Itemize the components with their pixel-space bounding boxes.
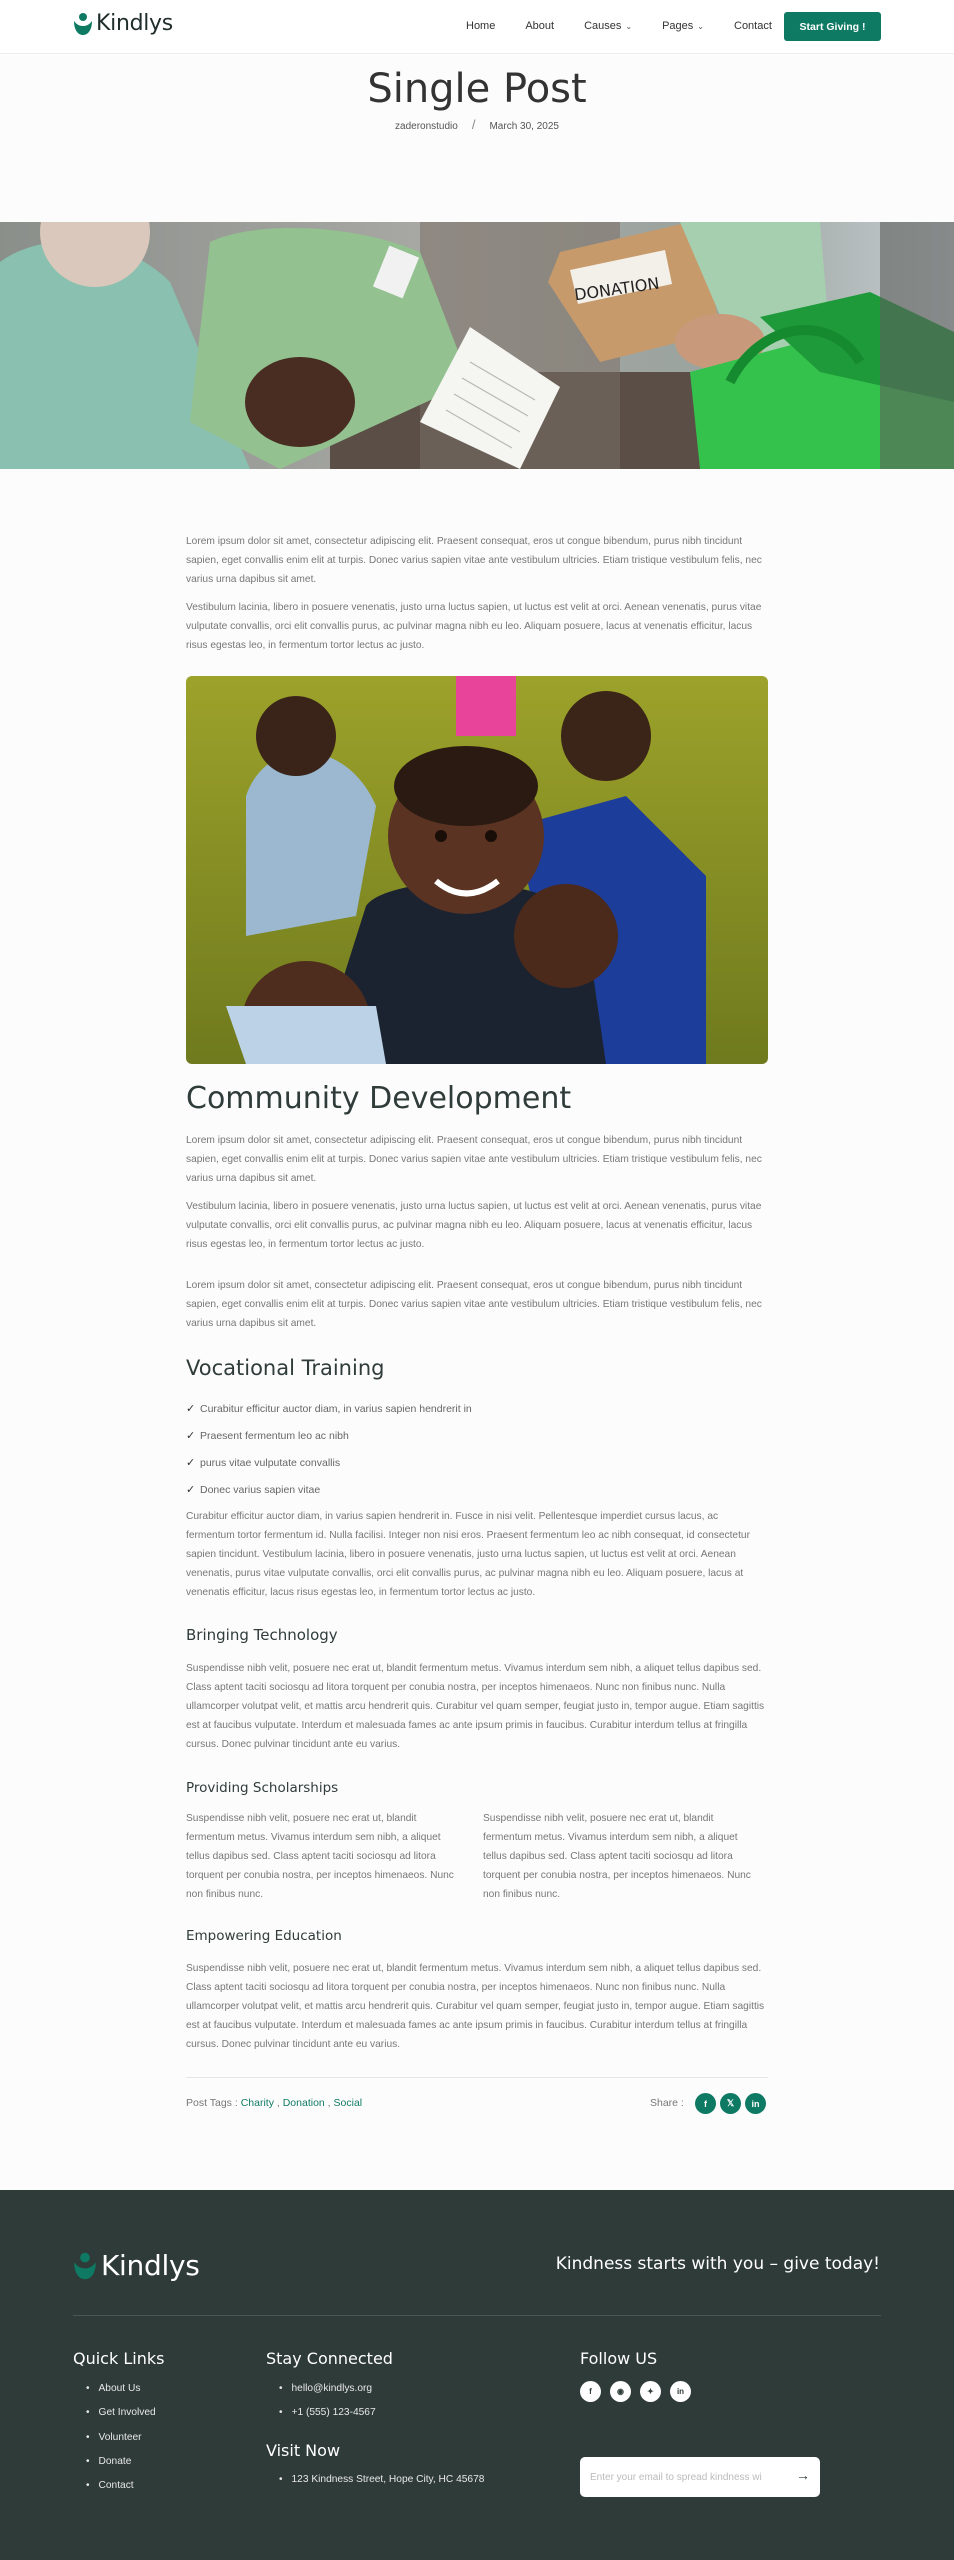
donation-scene-illustration (0, 222, 954, 469)
technology-paragraph: Suspendisse nibh velit, posuere nec erat ut, blandit fermentum metus. Vivamus interdum sem nibh, a aliquet tellus dapibus sed. Class aptent taciti sociosqu ad litora torquent per conubia nostra, per inceptos himenaeos. Nunc non finibus nunc. Nulla ullamcorper volutpat velit, et mattis arcu hendrerit quis. Curabitur vel quam semper, feugiat justo in, tempor augue. Etiam sagittis est at faucibus vulputate. Interdum et malesuada fames ac ante ipsum primis in faucibus. Curabitur interdum tellus at fringilla cursus. Donec pulvinar tincidunt ante eu varius. (186, 1663, 765, 1750)
footer-link-contact[interactable]: • Contact (86, 2480, 156, 2504)
section-title-community: Community Development (186, 1081, 572, 1116)
community-paragraph-2: Vestibulum lacinia, libero in posuere venenatis, justo urna luctus sapien, ut luctus est velit at orci. Aenean venenatis, purus vitae vulputate convallis, orci elit convallis purus, ac pulvinar magna nibh eu leo. Aliquam posuere, lacus at venenatis efficitur, lacus risus egestas leo, in fermentum tortor lectus ac justo. (186, 1201, 762, 1250)
share-icons (695, 2093, 766, 2114)
meta-separator: / (471, 117, 476, 132)
share-label: Share : (650, 2097, 684, 2109)
footer-link-donate[interactable]: • Donate (86, 2456, 156, 2480)
nav-home[interactable] (466, 20, 495, 32)
visit-now-heading: Visit Now (266, 2441, 341, 2460)
follow-us-heading: Follow US (580, 2349, 658, 2368)
main-nav (466, 20, 802, 32)
scholarships-column-2: Suspendisse nibh velit, posuere nec erat ut, blandit fermentum metus. Vivamus interdum sem nibh, a aliquet tellus dapibus sed. Class aptent taciti sociosqu ad litora torquent per conubia nostra, per inceptos himenaeos. Nunc non finibus nunc. (483, 1813, 751, 1900)
footer-tagline: Kindness starts with you – give today! (555, 2254, 880, 2274)
section-title-technology: Bringing Technology (186, 1626, 338, 1644)
tag-charity[interactable]: Charity (240, 2097, 274, 2109)
footer-link-volunteer[interactable]: • Volunteer (86, 2432, 156, 2456)
tags-divider (186, 2077, 768, 2078)
section-title-vocational: Vocational Training (186, 1356, 385, 1380)
footer-phone[interactable]: • +1 (555) 123-4567 (279, 2407, 376, 2431)
check-icon: ✓ (186, 1457, 196, 1469)
list-item-text: Curabitur efficitur auctor diam, in varius sapien hendrerit in (200, 1402, 472, 1415)
linkedin-icon[interactable]: in (670, 2381, 691, 2402)
footer-divider (73, 2315, 881, 2316)
quick-links-list (86, 2383, 156, 2504)
vocational-checklist (186, 1395, 472, 1503)
community-paragraph-1: Lorem ipsum dolor sit amet, consectetur adipiscing elit. Praesent consequat, eros ut congue bibendum, purus nibh tincidunt sapien, eget convallis enim elit at turpis. Donec varius sapien vitae ante vestibulum ultricies. Etiam tristique vestibulum felis, nec varius urna dapibus sit amet. (186, 1135, 762, 1184)
post-tags-label: Post Tags : (186, 2097, 238, 2109)
hand-heart-icon (73, 12, 93, 36)
list-item (186, 1449, 472, 1476)
vocational-paragraph: Curabitur efficitur auctor diam, in varius sapien hendrerit in. Fusce in nisi velit. Pellentesque imperdiet cursus lacus, ac fermentum tortor fermentum id. Nulla facilisi. Integer non nisi eros. Praesent fermentum leo ac nibh consequat, id consectetur sapien tincidunt. Vestibulum lacinia, libero in posuere venenatis, justo urna luctus sapien, ut luctus est velit at orci. Aenean venenatis, purus vitae vulputate convallis, orci elit convallis purus, ac pulvinar magna nibh eu leo. Aliquam posuere, lacus at venenatis efficitur, lacus risus egestas leo, in fermentum tortor lectus ac justo. (186, 1511, 750, 1598)
section-title-scholarships: Providing Scholarships (186, 1780, 339, 1796)
list-item (186, 1395, 472, 1422)
nav-about[interactable] (525, 20, 554, 32)
check-icon: ✓ (186, 1403, 196, 1415)
footer-link-about[interactable]: • About Us (86, 2383, 156, 2407)
hand-heart-icon (73, 2251, 97, 2281)
children-illustration (186, 676, 768, 1064)
svg-text:DONATION: DONATION (573, 273, 661, 305)
list-item-text: purus vitae vulputate convallis (200, 1456, 341, 1469)
site-footer (0, 2190, 954, 2560)
nav-pages-label: Pages (662, 20, 694, 32)
post-meta (0, 117, 954, 132)
nav-contact-label: Contact (734, 20, 772, 32)
check-icon: ✓ (186, 1430, 196, 1442)
hero-image (0, 222, 954, 469)
footer-link-get-involved[interactable]: • Get Involved (86, 2407, 156, 2431)
facebook-icon[interactable]: f (695, 2093, 716, 2114)
contact-list (279, 2383, 376, 2432)
intro-paragraph-1: Lorem ipsum dolor sit amet, consectetur adipiscing elit. Praesent consequat, eros ut congue bibendum, purus nibh tincidunt sapien, eget convallis enim elit at turpis. Donec varius sapien vitae ante vestibulum ultricies. Etiam tristique vestibulum felis, nec varius urna dapibus sit amet. (186, 536, 762, 585)
chevron-down-icon: ⌄ (697, 21, 704, 31)
start-giving-button[interactable]: Start Giving ! (784, 12, 881, 41)
check-icon: ✓ (186, 1484, 196, 1496)
twitter-icon[interactable]: ✦ (640, 2381, 661, 2402)
scholarships-column-1: Suspendisse nibh velit, posuere nec erat ut, blandit fermentum metus. Vivamus interdum sem nibh, a aliquet tellus dapibus sed. Class aptent taciti sociosqu ad litora torquent per conubia nostra, per inceptos himenaeos. Nunc non finibus nunc. (186, 1813, 454, 1900)
site-header (0, 0, 954, 54)
list-item-text: Praesent fermentum leo ac nibh (200, 1429, 349, 1442)
post-tags: Post Tags : Charity , Donation , Social (186, 2097, 363, 2109)
logo[interactable] (73, 11, 173, 36)
children-photo (186, 676, 768, 1064)
footer-logo-text: Kindlys (101, 2249, 200, 2282)
intro-paragraph-2: Vestibulum lacinia, libero in posuere venenatis, justo urna luctus sapien, ut luctus est velit at orci. Aenean venenatis, purus vitae vulputate convallis, orci elit convallis purus, ac pulvinar magna nibh eu leo. Aliquam posuere, lacus at venenatis efficitur, lacus risus egestas leo, in fermentum tortor lectus ac justo. (186, 602, 762, 651)
footer-social-icons (580, 2381, 691, 2402)
nav-contact[interactable] (734, 20, 772, 32)
quick-links-heading: Quick Links (73, 2349, 165, 2368)
arrow-right-icon[interactable]: → (796, 2467, 810, 2483)
nav-pages[interactable] (662, 20, 704, 32)
linkedin-icon[interactable]: in (745, 2093, 766, 2114)
list-item-text: Donec varius sapien vitae (200, 1483, 321, 1496)
nav-about-label: About (525, 20, 555, 32)
post-author[interactable]: zaderonstudio (395, 121, 458, 132)
tag-donation[interactable]: Donation (282, 2097, 325, 2109)
chevron-down-icon: ⌄ (625, 21, 633, 31)
tag-social[interactable]: Social (333, 2097, 363, 2109)
list-item (186, 1422, 472, 1449)
nav-home-label: Home (466, 20, 496, 32)
address-list (279, 2474, 484, 2498)
community-paragraph-3: Lorem ipsum dolor sit amet, consectetur adipiscing elit. Praesent consequat, eros ut congue bibendum, purus nibh tincidunt sapien, eget convallis enim elit at turpis. Donec varius sapien vitae ante vestibulum ultricies. Etiam tristique vestibulum felis, nec varius urna dapibus sit amet. (186, 1280, 762, 1329)
page-title: Single Post (367, 66, 587, 112)
footer-logo[interactable] (73, 2249, 200, 2282)
nav-causes-label: Causes (584, 20, 622, 32)
newsletter-form (580, 2457, 820, 2497)
nav-causes[interactable] (584, 20, 632, 32)
facebook-icon[interactable]: f (580, 2381, 601, 2402)
newsletter-email-input[interactable] (590, 2468, 780, 2486)
post-date: March 30, 2025 (489, 121, 559, 132)
instagram-icon[interactable]: ◉ (610, 2381, 631, 2402)
x-icon[interactable]: 𝕏 (720, 2093, 741, 2114)
footer-email[interactable]: • hello@kindlys.org (279, 2383, 376, 2407)
list-item (186, 1476, 472, 1503)
stay-connected-heading: Stay Connected (266, 2349, 393, 2368)
footer-address: • 123 Kindness Street, Hope City, HC 45678 (279, 2474, 484, 2498)
section-title-education: Empowering Education (186, 1928, 342, 1944)
logo-text: Kindlys (96, 11, 173, 36)
education-paragraph: Suspendisse nibh velit, posuere nec erat ut, blandit fermentum metus. Vivamus interdum sem nibh, a aliquet tellus dapibus sed. Class aptent taciti sociosqu ad litora torquent per conubia nostra, per inceptos himenaeos. Nunc non finibus nunc. Nulla ullamcorper volutpat velit, et mattis arcu hendrerit quis. Curabitur vel quam semper, feugiat justo in, tempor augue. Etiam sagittis est at faucibus vulputate. Interdum et malesuada fames ac ante ipsum primis in faucibus. Curabitur interdum tellus at fringilla cursus. Donec pulvinar tincidunt ante eu varius. (186, 1963, 765, 2050)
